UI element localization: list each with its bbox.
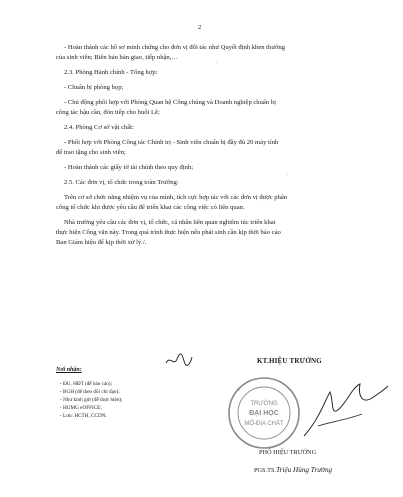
body-line: của sinh viên; Biên bản bàn giao, tiếp nhận,…	[56, 54, 178, 61]
body-line: - Hoàn thành các hồ sơ minh chứng cho đơn vị đối tác như Quyết định khen thưởng	[64, 44, 285, 51]
signature-name-prefix: PGS.TS.	[254, 467, 277, 474]
handwritten-signature	[300, 378, 390, 448]
scan-dot: ·	[216, 60, 218, 66]
body-line: thực hiện Công văn này. Trong quá trình thực hiện nếu phát sinh cần kịp thời báo cáo	[56, 229, 281, 236]
page-number: 2	[198, 24, 202, 31]
recipient-item: - ĐU, HĐT (để báo cáo);	[60, 381, 113, 387]
body-line: - Chủ động phối hợp với Phòng Quan hệ Công chúng và Doanh nghiệp chuẩn bị	[64, 99, 276, 106]
signature-heading: KT.HIỆU TRƯỞNG	[257, 357, 322, 365]
initial-scribble	[164, 351, 194, 369]
body-line: - Chuẩn bị phòng họp;	[64, 84, 124, 91]
body-line: Trên cơ sở chức năng nhiệm vụ của mình, tích cực hợp tác với các đơn vị được phân	[64, 194, 288, 201]
body-line: công tổ chức khi được yêu cầu để triển khai các công việc có liên quan.	[56, 204, 245, 211]
recipients-title: Nơi nhận:	[56, 367, 82, 373]
seal-text-middle: ĐẠI HỌC	[249, 410, 279, 417]
signature-name-text: Triệu Hùng Trường	[276, 466, 333, 474]
body-line: Nhà trường yêu cầu các đơn vị, tổ chức, cá nhân liên quan nghiêm túc triển khai	[64, 219, 276, 226]
body-line: công tác hậu cần, đón tiếp cho buổi Lễ;	[56, 109, 160, 116]
body-line: 2.3. Phòng Hành chính - Tổng hợp:	[64, 69, 158, 76]
body-line: 2.4. Phòng Cơ sở vật chất:	[64, 124, 134, 131]
recipient-item: - HUMG eOFFICE;	[60, 405, 102, 411]
svg-text:★: ★	[236, 388, 241, 393]
body-line: Ban Giám hiệu để kịp thời xử lý./.	[56, 239, 147, 246]
recipient-item: - BGH (để theo dõi chỉ đạo);	[60, 389, 120, 395]
official-seal	[226, 375, 302, 451]
seal-text-bottom: MỎ-ĐỊA CHẤT	[244, 421, 284, 427]
recipient-item: - Như kính gửi (để thực hiện);	[60, 397, 123, 403]
signature-position: PHÓ HIỆU TRƯỞNG	[259, 449, 317, 456]
signature-name	[254, 466, 332, 474]
body-line: để trao tặng cho sinh viên;	[56, 149, 126, 156]
body-line: - Phối hợp với Phòng Công tác Chính trị - Sinh viên chuẩn bị đầy đủ 20 máy tính	[64, 139, 279, 146]
body-line: - Hoàn thành các giấy tờ tài chính theo quy định;	[64, 164, 194, 171]
seal-text-top: TRƯỜNG	[250, 401, 278, 407]
scan-dot: ·	[286, 172, 288, 178]
body-line: 2.5. Các đơn vị, tổ chức trong toàn Trường:	[64, 179, 179, 186]
recipient-item: - Lưu: HCTH, CCDN.	[60, 413, 107, 419]
